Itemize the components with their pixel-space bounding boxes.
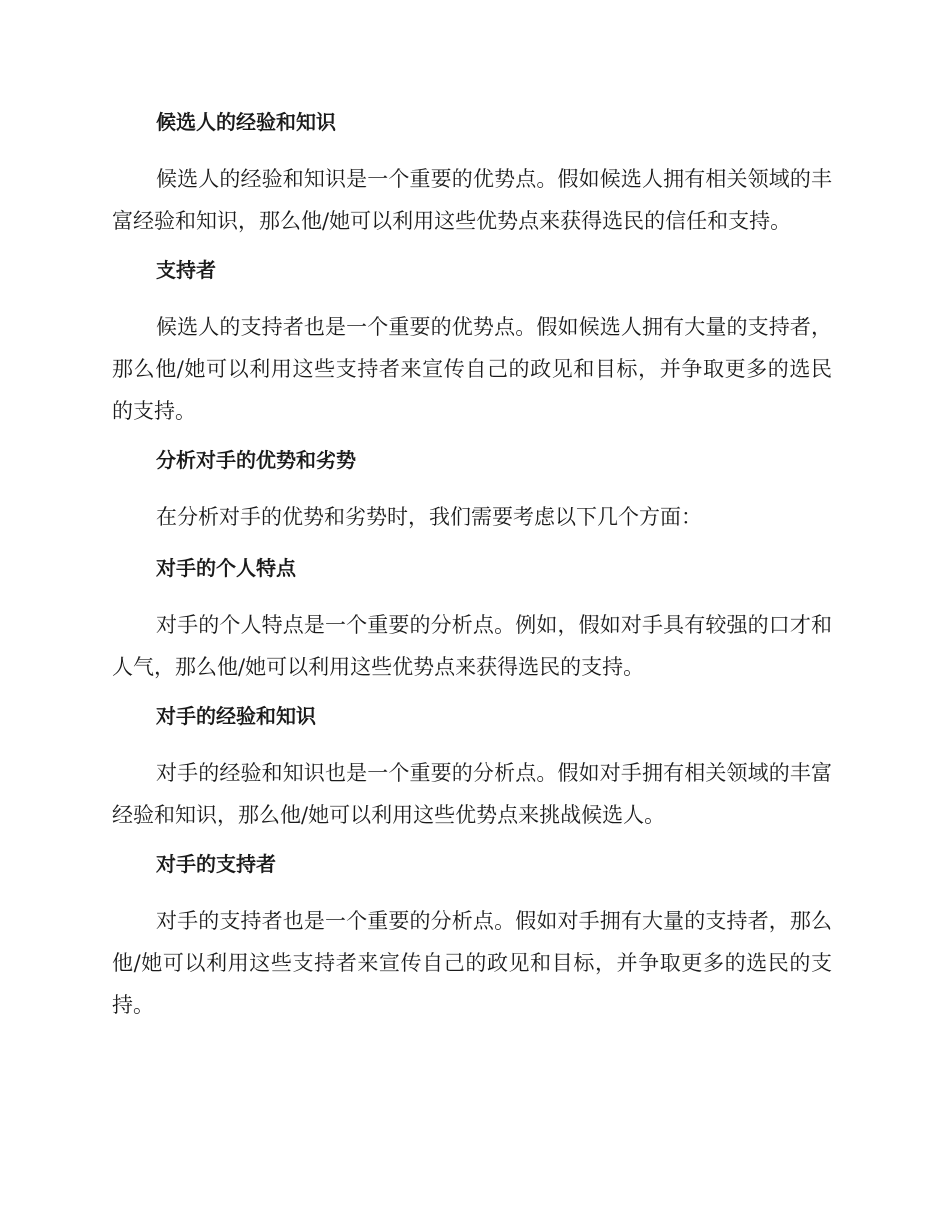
section-heading: 对手的经验和知识 [156, 704, 316, 728]
section-opponent-experience [112, 698, 832, 836]
section-heading: 分析对手的优势和劣势 [156, 448, 356, 472]
section-paragraph: 在分析对手的优势和劣势时，我们需要考虑以下几个方面： [156, 505, 702, 529]
section-heading: 支持者 [156, 258, 216, 282]
section-paragraph: 对手的个人特点是一个重要的分析点。例如，假如对手具有较强的口才和人气，那么他/她可以利用这些优势点来获得选民的支持。 [112, 613, 832, 679]
section-heading: 对手的个人特点 [156, 556, 296, 580]
section-opponent-traits [112, 550, 832, 688]
section-candidate-experience [112, 104, 832, 242]
section-paragraph: 对手的经验和知识也是一个重要的分析点。假如对手拥有相关领域的丰富经验和知识，那么他/她可以利用这些优势点来挑战候选人。 [112, 761, 832, 827]
section-paragraph: 候选人的支持者也是一个重要的优势点。假如候选人拥有大量的支持者，那么他/她可以利用这些支持者来宣传自己的政见和目标，并争取更多的选民的支持。 [112, 315, 832, 423]
section-heading: 候选人的经验和知识 [156, 110, 336, 134]
section-opponent-analysis [112, 442, 832, 538]
section-paragraph: 对手的支持者也是一个重要的分析点。假如对手拥有大量的支持者，那么他/她可以利用这些支持者来宣传自己的政见和目标，并争取更多的选民的支持。 [112, 909, 832, 1017]
section-opponent-supporters [112, 846, 832, 1026]
document-page [112, 104, 832, 1036]
section-paragraph: 候选人的经验和知识是一个重要的优势点。假如候选人拥有相关领域的丰富经验和知识，那么他/她可以利用这些优势点来获得选民的信任和支持。 [112, 167, 832, 233]
section-supporters [112, 252, 832, 432]
section-heading: 对手的支持者 [156, 852, 276, 876]
